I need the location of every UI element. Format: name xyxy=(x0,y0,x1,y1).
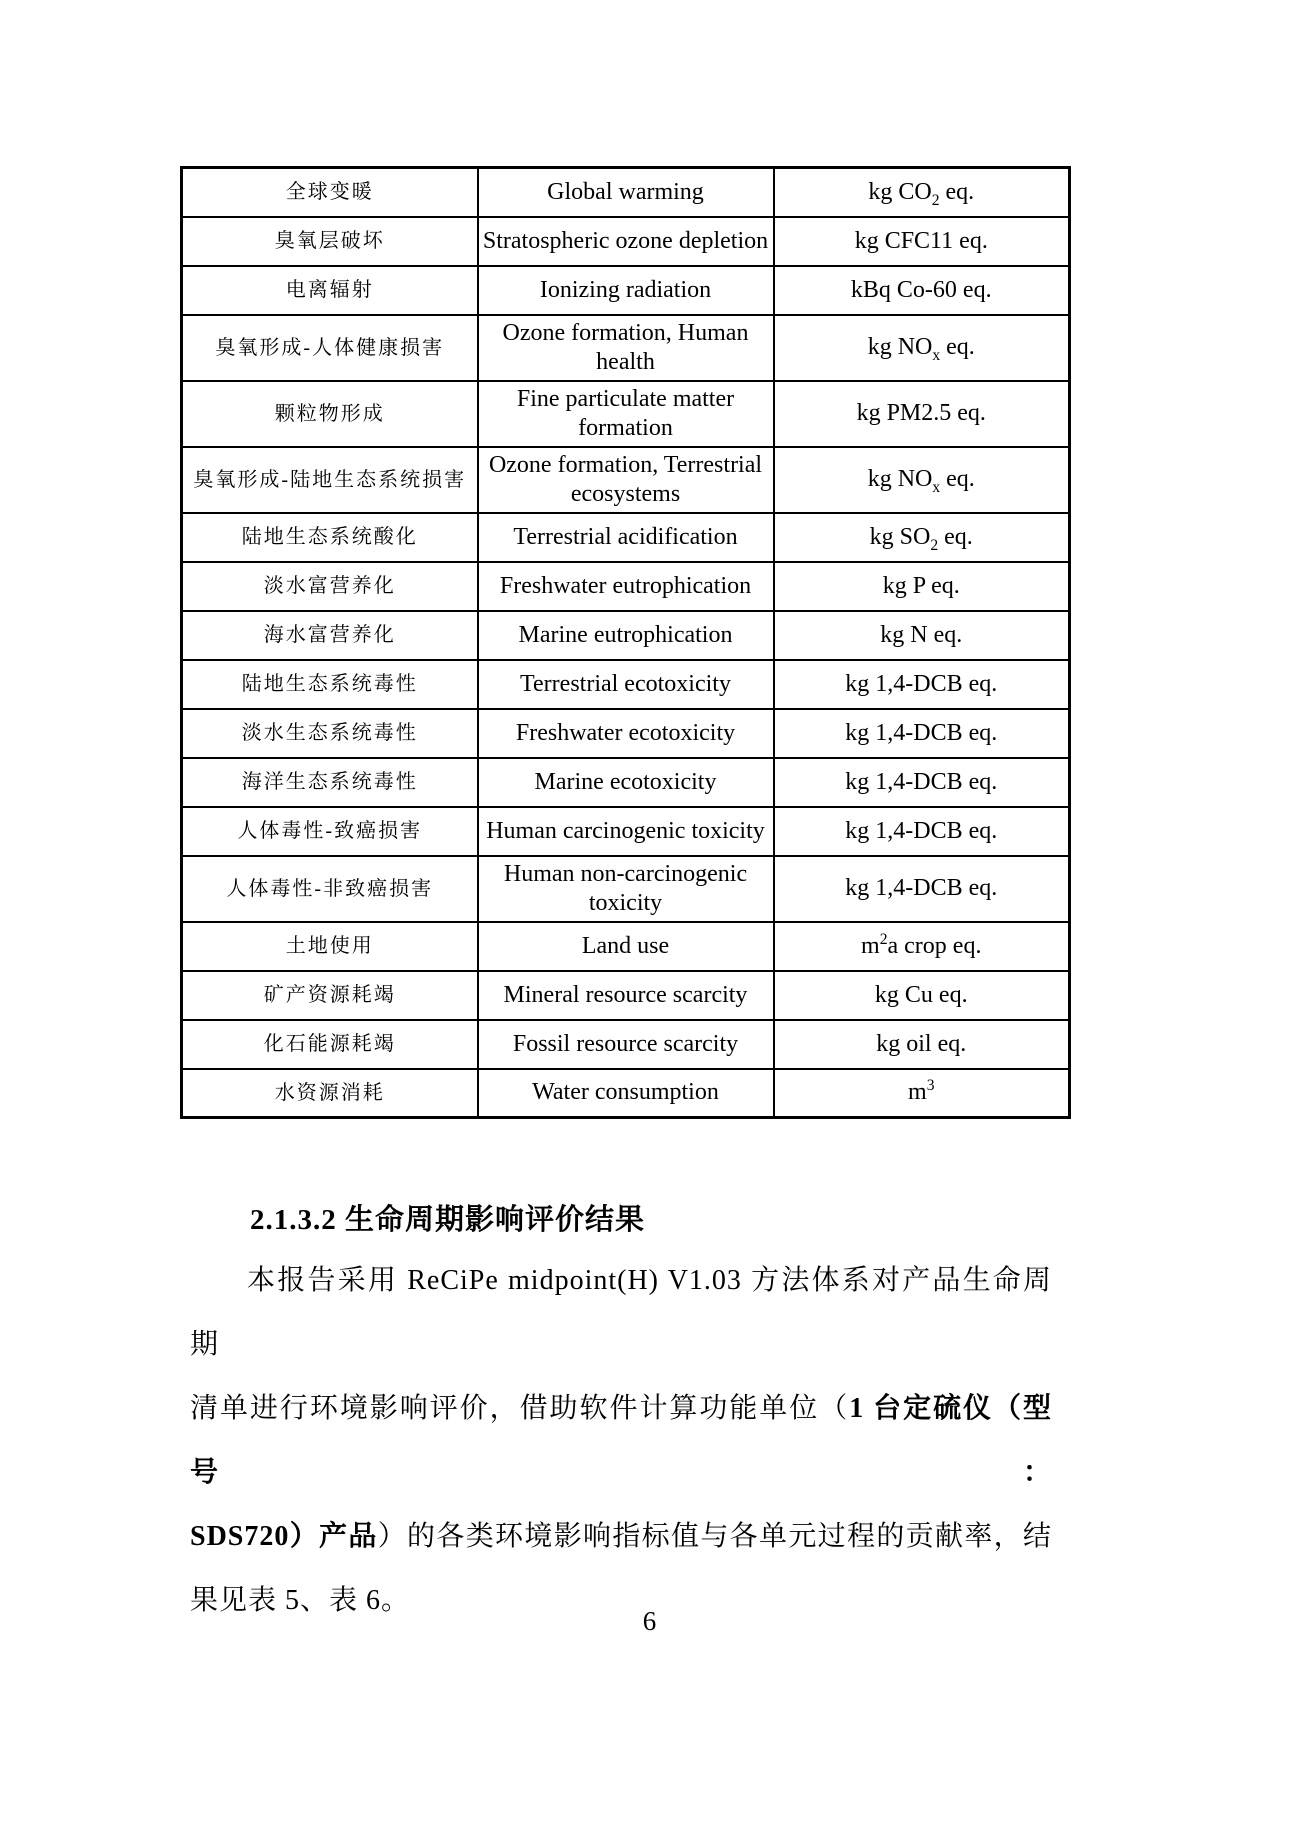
section-heading: 2.1.3.2 生命周期影响评价结果 xyxy=(250,1204,646,1236)
cell-en: Marine eutrophication xyxy=(478,611,774,660)
cell-cn: 淡水富营养化 xyxy=(182,562,478,611)
table-row xyxy=(182,168,1070,217)
cell-en: Terrestrial acidification xyxy=(478,513,774,562)
table-row xyxy=(182,315,1070,381)
cell-en: Ozone formation, Terrestrial ecosystems xyxy=(478,447,774,513)
table-row xyxy=(182,1020,1070,1069)
impact-category-table xyxy=(180,166,1071,1119)
table-row xyxy=(182,381,1070,447)
table-row xyxy=(182,447,1070,513)
table-row xyxy=(182,971,1070,1020)
cell-unit: kg $CO_2$ eq. xyxy=(774,168,1070,217)
cell-unit: kg 1,4-DCB eq. xyxy=(774,660,1070,709)
cell-unit: kg 1,4-DCB eq. xyxy=(774,758,1070,807)
cell-cn: 全球变暖 xyxy=(182,168,478,217)
paragraph-line xyxy=(190,1249,1052,1377)
cell-en: Freshwater ecotoxicity xyxy=(478,709,774,758)
page-number: 6 xyxy=(642,1606,657,1636)
table-row xyxy=(182,807,1070,856)
cell-cn: 臭氧形成-人体健康损害 xyxy=(182,315,478,381)
bold-text: SDS720）产品 xyxy=(190,1521,378,1552)
cell-en: Fossil resource scarcity xyxy=(478,1020,774,1069)
table-row xyxy=(182,562,1070,611)
cell-cn: 臭氧层破坏 xyxy=(182,217,478,266)
cell-cn: 臭氧形成-陆地生态系统损害 xyxy=(182,447,478,513)
table-row xyxy=(182,660,1070,709)
body-paragraph xyxy=(190,1249,1052,1633)
cell-cn: 水资源消耗 xyxy=(182,1069,478,1118)
cell-cn: 人体毒性-致癌损害 xyxy=(182,807,478,856)
body-text: 果见表 5、表 6。 xyxy=(190,1585,411,1616)
cell-unit: kg 1,4-DCB eq. xyxy=(774,856,1070,922)
cell-cn: 陆地生态系统酸化 xyxy=(182,513,478,562)
cell-en: Freshwater eutrophication xyxy=(478,562,774,611)
cell-cn: 淡水生态系统毒性 xyxy=(182,709,478,758)
cell-en: Terrestrial ecotoxicity xyxy=(478,660,774,709)
table-row xyxy=(182,758,1070,807)
cell-unit: kg $NO_x$ eq. xyxy=(774,447,1070,513)
cell-en: Fine particulate matter formation xyxy=(478,381,774,447)
cell-unit: kg N eq. xyxy=(774,611,1070,660)
cell-unit: kg P eq. xyxy=(774,562,1070,611)
table-row xyxy=(182,513,1070,562)
cell-unit: kg CFC11 eq. xyxy=(774,217,1070,266)
cell-cn: 颗粒物形成 xyxy=(182,381,478,447)
body-text: 本报告采用 ReCiPe midpoint(H) V1.03 方法体系对产品生命周期 xyxy=(190,1265,1052,1360)
cell-en: Human carcinogenic toxicity xyxy=(478,807,774,856)
cell-en: Land use xyxy=(478,922,774,971)
cell-unit: $m^3$ xyxy=(774,1069,1070,1118)
cell-cn: 矿产资源耗竭 xyxy=(182,971,478,1020)
cell-cn: 陆地生态系统毒性 xyxy=(182,660,478,709)
body-text: 清单进行环境影响评价，借助软件计算功能单位（ xyxy=(190,1393,850,1424)
table-row xyxy=(182,709,1070,758)
cell-cn: 海洋生态系统毒性 xyxy=(182,758,478,807)
cell-en: Ionizing radiation xyxy=(478,266,774,315)
cell-unit: kg oil eq. xyxy=(774,1020,1070,1069)
cell-en: Mineral resource scarcity xyxy=(478,971,774,1020)
cell-en: Human non-carcinogenic toxicity xyxy=(478,856,774,922)
cell-unit: kg $NO_x$ eq. xyxy=(774,315,1070,381)
cell-cn: 土地使用 xyxy=(182,922,478,971)
paragraph-line xyxy=(190,1505,1052,1569)
table-row xyxy=(182,1069,1070,1118)
paragraph-line xyxy=(190,1377,1052,1505)
cell-unit: $m^2a$ crop eq. xyxy=(774,922,1070,971)
cell-en: Stratospheric ozone depletion xyxy=(478,217,774,266)
table-row xyxy=(182,922,1070,971)
body-text: ）的各类环境影响指标值与各单元过程的贡献率，结 xyxy=(377,1521,1052,1552)
cell-unit: kg 1,4-DCB eq. xyxy=(774,709,1070,758)
bold-text: 1 台定硫仪（型号： xyxy=(190,1393,1052,1488)
table-row xyxy=(182,611,1070,660)
cell-en: Marine ecotoxicity xyxy=(478,758,774,807)
impact-table-body xyxy=(182,168,1070,1118)
cell-unit: kg PM2.5 eq. xyxy=(774,381,1070,447)
cell-cn: 人体毒性-非致癌损害 xyxy=(182,856,478,922)
table-row xyxy=(182,856,1070,922)
cell-cn: 海水富营养化 xyxy=(182,611,478,660)
cell-unit: kg 1,4-DCB eq. xyxy=(774,807,1070,856)
cell-cn: 电离辐射 xyxy=(182,266,478,315)
table-row xyxy=(182,266,1070,315)
cell-unit: kg $SO_2$ eq. xyxy=(774,513,1070,562)
cell-unit: kg Cu eq. xyxy=(774,971,1070,1020)
cell-unit: kBq Co-60 eq. xyxy=(774,266,1070,315)
cell-en: Water consumption xyxy=(478,1069,774,1118)
table-row xyxy=(182,217,1070,266)
cell-en: Global warming xyxy=(478,168,774,217)
cell-en: Ozone formation, Human health xyxy=(478,315,774,381)
cell-cn: 化石能源耗竭 xyxy=(182,1020,478,1069)
